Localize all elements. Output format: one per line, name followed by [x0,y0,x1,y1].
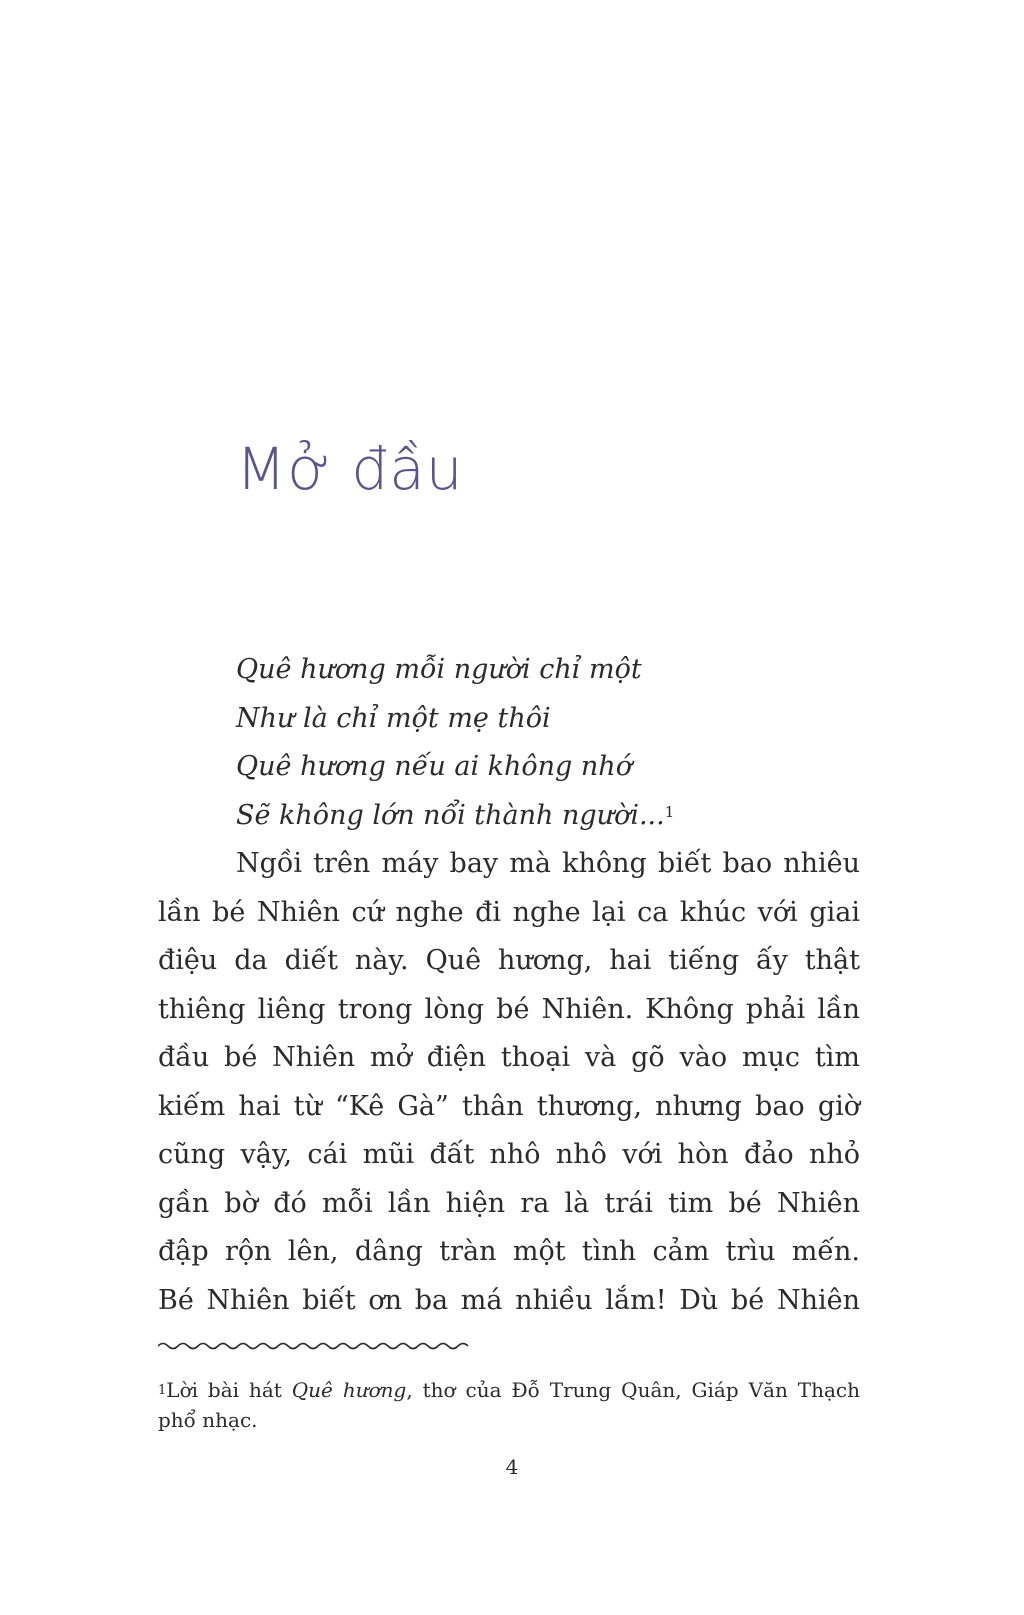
poem-line-text: Sẽ không lớn nổi thành người... [236,799,665,831]
poem-line-text: Như là chỉ một mẹ thôi [236,702,551,734]
chapter-title: Mở đầu [236,435,464,503]
body-line: điệu da diết này. Quê hương, hai tiếng ấy thật [158,945,860,976]
footnote-line: phổ nhạc. [158,1408,258,1432]
body-line: lần bé Nhiên cứ nghe đi nghe lại ca khúc với giai [158,896,860,928]
footnote-reference[interactable]: 1 [664,802,675,821]
body-line: đầu bé Nhiên mở điện thoại và gõ vào mục tìm [158,1042,860,1073]
body-paragraph [158,840,860,1325]
body-line: đập rộn lên, dâng tràn một tình cảm trìu mến. [158,1236,860,1267]
poem-epigraph [236,646,856,840]
poem-line [236,792,856,841]
footnote-text-after: , thơ của Đỗ Trung Quân, Giáp Văn Thạch [406,1378,860,1402]
footnote-line [158,1375,860,1405]
footnote-song-title: Quê hương [291,1378,407,1402]
poem-line-text: Quê hương nếu ai không nhớ [236,751,632,782]
body-line: thiêng liêng trong lòng bé Nhiên. Không phải lần [158,993,860,1025]
footnote [158,1375,860,1435]
body-line: Bé Nhiên biết ơn ba má nhiều lắm! Dù bé Nhiên [158,1284,860,1316]
body-line: Ngồi trên máy bay mà không biết bao nhiêu [236,848,860,879]
page-number: 4 [505,1455,519,1479]
poem-line-text: Quê hương mỗi người chỉ một [236,654,642,685]
poem-line [236,646,856,695]
body-line: kiếm hai từ “Kê Gà” thân thương, nhưng bao giờ [158,1090,860,1122]
footnote-text-before: Lời bài hát [166,1378,292,1402]
wavy-divider [158,1340,478,1352]
body-line: cũng vậy, cái mũi đất nhô nhô với hòn đảo nhỏ [158,1139,860,1170]
footnote-marker: 1 [158,1383,167,1398]
poem-line [236,743,856,792]
poem-line [236,695,856,744]
body-line: gần bờ đó mỗi lần hiện ra là trái tim bé Nhiên [158,1187,860,1219]
